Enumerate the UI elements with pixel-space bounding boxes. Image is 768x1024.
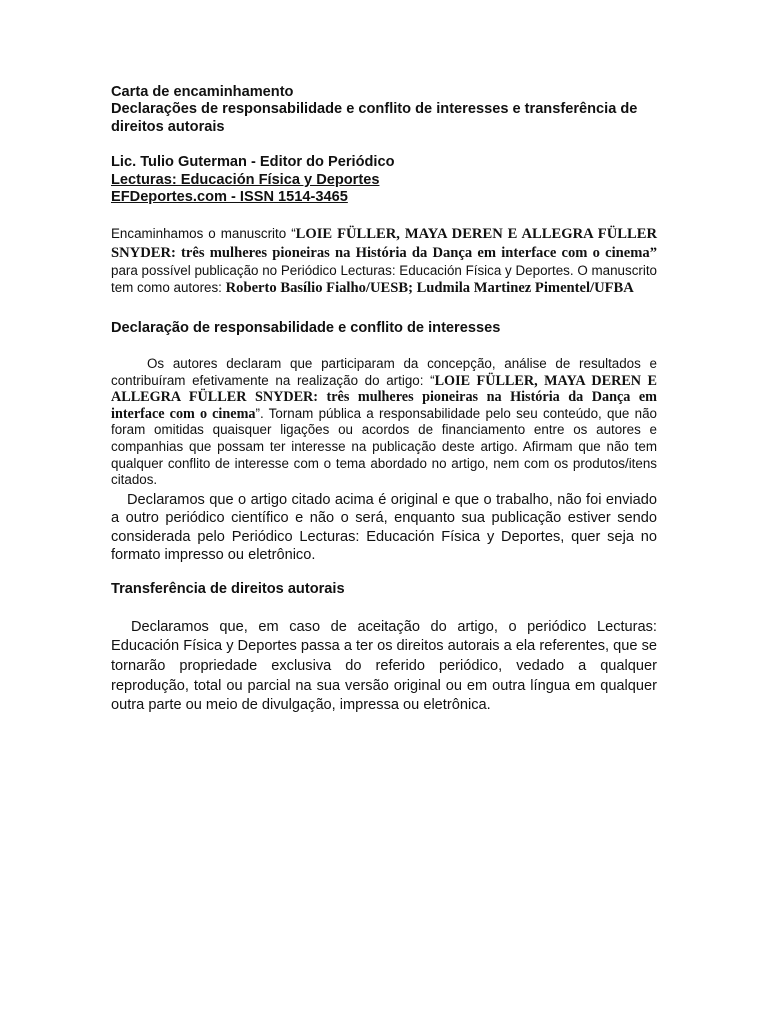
intro-text-start: Encaminhamos o manuscrito “ bbox=[111, 226, 296, 242]
declaration-heading: Declaração de responsabilidade e conflito de interesses bbox=[111, 319, 501, 336]
letter-title: Carta de encaminhamento bbox=[111, 84, 294, 100]
journal-site: EFDeportes.com - ISSN 1514-3465 bbox=[111, 189, 348, 206]
transfer-paragraph: Declaramos que, em caso de aceitação do artigo, o periódico Lecturas: Educación Física y Deportes passa a ter os direitos autorais a ela referentes, que se tornarão propriedade exclusiva do referido periódico, vedado a qualquer reprodução, total ou parcial na sua versão original ou em outra língua em qualquer outra parte ou meio de divulgação, impressa ou eletrônica. bbox=[111, 618, 657, 714]
letter-heading bbox=[111, 84, 657, 136]
letter-body bbox=[111, 84, 657, 716]
intro-text-middle: para possível publicação no Periódico Lecturas: Educación Física y Deportes. O manuscrito tem como autores: bbox=[111, 263, 657, 296]
declaration-paragraph bbox=[111, 356, 657, 489]
letter-subtitle: Declarações de responsabilidade e conflito de interesses e transferência de direitos autorais bbox=[111, 101, 638, 135]
declaration-text-end: ”. Tornam pública a responsabilidade pelo seu conteúdo, que não foram omitidas quaisquer ligações ou acordos de financiamento entre os autores e companhias que possam ter interesse na publicação deste artigo. Afirmam que não tem qualquer conflito de interesse com o tema abordado no artigo, nem com os produtos/itens citados. bbox=[111, 405, 657, 488]
manuscript-title: LOIE FÜLLER, MAYA DEREN E ALLEGRA FÜLLER SNYDER: três mulheres pioneiras na História da Dança em interface com o cinema” bbox=[111, 226, 657, 261]
authors-list: Roberto Basílio Fialho/UESB; Ludmila Martinez Pimentel/UFBA bbox=[225, 280, 634, 297]
intro-paragraph bbox=[111, 225, 657, 297]
declaration-text-start: Os autores declaram que participaram da concepção, análise de resultados e contribuíram efetivamente na realização do artigo: “ bbox=[111, 356, 657, 388]
transfer-heading: Transferência de direitos autorais bbox=[111, 581, 345, 598]
journal-name: Lecturas: Educación Física y Deportes bbox=[111, 171, 380, 188]
originality-paragraph: Declaramos que o artigo citado acima é original e que o trabalho, não foi enviado a outro periódico científico e não o será, enquanto sua publicação estiver sendo considerada pelo Periódico Lecturas: Educación Física y Deportes, quer seja no formato impresso ou eletrônico. bbox=[111, 491, 657, 563]
declaration-article-title: LOIE FÜLLER, MAYA DEREN E ALLEGRA FÜLLER SNYDER: três mulheres pioneiras na História da Dança em interface com o cinema bbox=[111, 372, 657, 422]
editor-name: Lic. Tulio Guterman - Editor do Periódico bbox=[111, 154, 395, 171]
addressee-block bbox=[111, 154, 657, 206]
